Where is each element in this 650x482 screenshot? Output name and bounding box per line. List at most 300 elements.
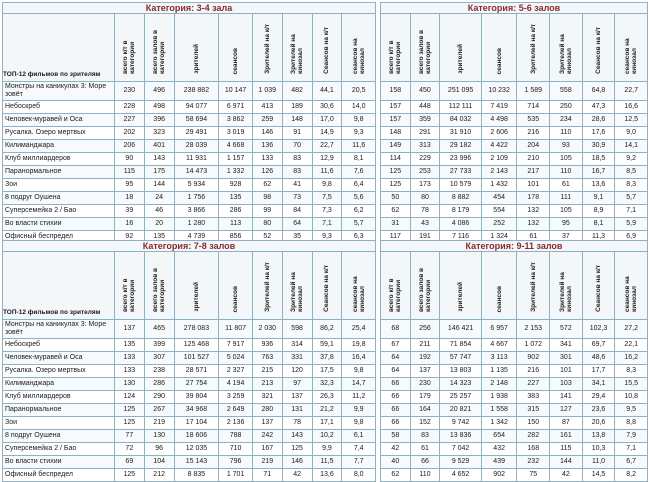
cell-value: 654	[481, 430, 517, 443]
cell-value: 21,2	[312, 404, 342, 417]
cell-value: 62	[381, 205, 411, 218]
film-title: Зои	[3, 417, 115, 430]
cell-value: 164	[410, 404, 440, 417]
cell-value: 99	[252, 205, 282, 218]
cell-value: 86,2	[312, 320, 342, 339]
cell-value: 137	[282, 391, 312, 404]
cell-value: 4 086	[440, 218, 482, 231]
cell-value: 9,3	[312, 231, 342, 244]
cell-value: 12 035	[174, 443, 219, 456]
cell-value: 291	[410, 127, 440, 140]
cell-value: 10 232	[481, 82, 517, 101]
column-header-label: всего к/т в категории	[388, 278, 403, 312]
column-header-label: всего залов в категории	[152, 29, 167, 74]
cell-value: 59,1	[312, 339, 342, 352]
cell-value: 10,3	[582, 443, 615, 456]
cell-value: 98	[252, 192, 282, 205]
cell-value: 1 558	[481, 404, 517, 417]
cell-value: 14,7	[342, 378, 376, 391]
cell-value: 17,6	[582, 127, 615, 140]
film-title: Русалка. Озеро мертвых	[3, 365, 115, 378]
column-header	[440, 14, 482, 82]
cell-value: 191	[410, 231, 440, 244]
table-row	[381, 430, 648, 443]
header-row	[3, 252, 376, 320]
column-header-label: Сеансов на к/т	[323, 27, 331, 74]
cell-value: 259	[252, 114, 282, 127]
cell-value: 42	[381, 443, 411, 456]
cell-value: 5,7	[615, 192, 648, 205]
cell-value: 4 194	[219, 378, 253, 391]
cell-value: 307	[144, 352, 174, 365]
cell-value: 13,6	[312, 469, 342, 482]
column-header-label: Сеансов на к/т	[323, 265, 331, 312]
cell-value: 8,1	[582, 218, 615, 231]
column-header-label: Зрителей на кинозал	[290, 272, 305, 312]
cell-value: 32,3	[312, 378, 342, 391]
cell-value: 2 136	[219, 417, 253, 430]
cell-value: 8,3	[615, 179, 648, 192]
cell-value: 26,3	[312, 391, 342, 404]
cell-value: 23 996	[440, 153, 482, 166]
cell-value: 127	[550, 404, 583, 417]
cell-value: 7,5	[312, 192, 342, 205]
cell-value: 8,2	[615, 469, 648, 482]
cell-value: 70	[282, 140, 312, 153]
cell-value: 902	[481, 469, 517, 482]
cell-value: 856	[219, 231, 253, 244]
column-header-label: Зрителей на кинозал	[558, 34, 573, 74]
cell-value: 253	[410, 166, 440, 179]
cell-value: 9,0	[615, 127, 648, 140]
table-row	[3, 82, 376, 101]
cell-value: 173	[410, 179, 440, 192]
table-row	[3, 114, 376, 127]
table-row	[381, 417, 648, 430]
cell-value: 9,1	[582, 192, 615, 205]
cell-value: 157	[381, 101, 411, 114]
cell-value: 8,0	[342, 469, 376, 482]
table-row	[3, 352, 376, 365]
film-title: Клуб миллиардеров	[3, 153, 115, 166]
column-header-label: всего залов в категории	[152, 267, 167, 312]
cell-value: 117	[381, 231, 411, 244]
cell-value: 8 179	[440, 205, 482, 218]
cell-value: 14,9	[312, 127, 342, 140]
cell-value: 439	[481, 456, 517, 469]
cell-value: 216	[517, 365, 550, 378]
cell-value: 11,0	[582, 456, 615, 469]
table-row	[381, 391, 648, 404]
cell-value: 4 652	[440, 469, 482, 482]
cell-value: 1 157	[219, 153, 253, 166]
cell-value: 178	[517, 192, 550, 205]
table-row	[381, 179, 648, 192]
cell-value: 7,1	[312, 218, 342, 231]
cell-value: 125	[381, 166, 411, 179]
cell-value: 105	[550, 153, 583, 166]
cell-value: 18	[114, 192, 144, 205]
cell-value: 95	[114, 179, 144, 192]
cell-value: 6,9	[615, 231, 648, 244]
cell-value: 28 571	[174, 365, 219, 378]
film-title: Паранормальное	[3, 404, 115, 417]
column-header-label: сеансов	[495, 285, 503, 312]
cell-value: 136	[252, 140, 282, 153]
cell-value: 11 931	[174, 153, 219, 166]
column-header	[410, 14, 440, 82]
cell-value: 37,8	[312, 352, 342, 365]
cell-value: 30,6	[312, 101, 342, 114]
cell-value: 7,7	[342, 456, 376, 469]
cell-value: 16,7	[582, 166, 615, 179]
cell-value: 125	[114, 469, 144, 482]
cell-value: 902	[517, 352, 550, 365]
column-header	[517, 14, 550, 82]
cell-value: 206	[114, 140, 144, 153]
cell-value: 1 756	[174, 192, 219, 205]
cell-value: 111	[550, 192, 583, 205]
cell-value: 112 111	[440, 101, 482, 114]
cell-value: 48,6	[582, 352, 615, 365]
column-header-label: всего к/т в категории	[122, 40, 137, 74]
cell-value: 20 821	[440, 404, 482, 417]
cell-value: 68	[381, 320, 411, 339]
film-title: Зои	[3, 179, 115, 192]
column-header-label: всего залов в категории	[417, 29, 432, 74]
cell-value: 115	[114, 166, 144, 179]
cell-value: 29 182	[440, 140, 482, 153]
cell-value: 83	[410, 430, 440, 443]
cell-value: 95	[550, 218, 583, 231]
cell-value: 93	[550, 140, 583, 153]
cell-value: 202	[114, 127, 144, 140]
cell-value: 35	[282, 231, 312, 244]
cell-value: 3 019	[219, 127, 253, 140]
cell-value: 6,7	[615, 456, 648, 469]
cell-value: 572	[550, 320, 583, 339]
cell-value: 94 077	[174, 101, 219, 114]
cell-value: 20,5	[342, 82, 376, 101]
film-title: Офисный беспредел	[3, 231, 115, 244]
cell-value: 58	[381, 430, 411, 443]
film-title: Килиманджара	[3, 378, 115, 391]
cell-value: 210	[517, 153, 550, 166]
cell-value: 144	[550, 456, 583, 469]
cell-value: 454	[481, 192, 517, 205]
cell-value: 83	[282, 166, 312, 179]
cell-value: 11,5	[312, 456, 342, 469]
cell-value: 20	[144, 218, 174, 231]
column-header-label: сеансов на кинозал	[624, 276, 639, 312]
cell-value: 399	[144, 339, 174, 352]
column-header-label: зрителей	[457, 282, 465, 312]
column-header-label: зрителей	[457, 44, 465, 74]
cell-value: 9,8	[342, 417, 376, 430]
cell-value: 7,1	[615, 205, 648, 218]
cell-value: 8,1	[342, 153, 376, 166]
cell-value: 227	[114, 114, 144, 127]
header-row	[381, 14, 648, 82]
film-title: 8 подруг Оушена	[3, 430, 115, 443]
table-row	[381, 192, 648, 205]
cell-value: 710	[219, 443, 253, 456]
cell-value: 10 579	[440, 179, 482, 192]
cell-value: 130	[114, 378, 144, 391]
cell-value: 6,3	[342, 231, 376, 244]
panel-category-3-4	[2, 2, 376, 240]
stats-table	[380, 13, 648, 244]
column-header-label: Зрителей на к/т	[529, 24, 537, 74]
cell-value: 11,6	[312, 166, 342, 179]
column-header	[174, 252, 219, 320]
cell-value: 158	[381, 82, 411, 101]
table-row	[3, 430, 376, 443]
column-header-label: Зрителей на к/т	[263, 262, 271, 312]
cell-value: 146	[252, 127, 282, 140]
cell-value: 167	[252, 443, 282, 456]
column-header-label: сеансов	[232, 47, 240, 74]
cell-value: 114	[381, 153, 411, 166]
cell-value: 133	[114, 365, 144, 378]
column-header-label: Зрителей на кинозал	[290, 34, 305, 74]
column-header	[615, 252, 648, 320]
cell-value: 18 606	[174, 430, 219, 443]
cell-value: 14,0	[342, 101, 376, 114]
cell-value: 161	[550, 430, 583, 443]
cell-value: 61	[550, 179, 583, 192]
cell-value: 148	[381, 127, 411, 140]
panel-title: Категория: 9-11 залов	[380, 240, 648, 251]
cell-value: 301	[550, 352, 583, 365]
table-row	[3, 339, 376, 352]
cell-value: 157	[381, 114, 411, 127]
column-header	[174, 14, 219, 82]
cell-value: 4 668	[219, 140, 253, 153]
table-row	[3, 404, 376, 417]
cell-value: 133	[252, 153, 282, 166]
column-header-label: всего залов в категории	[417, 267, 432, 312]
cell-value: 5,7	[342, 218, 376, 231]
film-title: Монстры на каникулах 3: Море зовёт	[3, 320, 115, 339]
cell-value: 212	[144, 469, 174, 482]
column-header	[342, 14, 376, 82]
cell-value: 16,6	[615, 101, 648, 114]
cell-value: 1 342	[481, 417, 517, 430]
cell-value: 64,8	[582, 82, 615, 101]
cell-value: 69,7	[582, 339, 615, 352]
cell-value: 97	[282, 378, 312, 391]
cell-value: 558	[550, 82, 583, 101]
column-header	[582, 14, 615, 82]
cell-value: 1 324	[481, 231, 517, 244]
panel-title: Категория: 5-6 залов	[380, 2, 648, 13]
cell-value: 115	[550, 443, 583, 456]
cell-value: 69	[114, 456, 144, 469]
column-header	[219, 252, 253, 320]
cell-value: 432	[481, 443, 517, 456]
cell-value: 40	[381, 456, 411, 469]
panel-title: Категория: 7-8 залов	[2, 240, 376, 251]
cell-value: 39	[114, 205, 144, 218]
cell-value: 7 042	[440, 443, 482, 456]
cell-value: 2 649	[219, 404, 253, 417]
cell-value: 7,9	[615, 430, 648, 443]
cell-value: 396	[144, 114, 174, 127]
cell-value: 9,9	[342, 404, 376, 417]
table-row	[3, 456, 376, 469]
cell-value: 62	[381, 469, 411, 482]
column-header	[410, 252, 440, 320]
cell-value: 141	[550, 391, 583, 404]
film-title: Во власти стихии	[3, 456, 115, 469]
cell-value: 12,5	[615, 114, 648, 127]
column-header	[114, 252, 144, 320]
table-row	[381, 404, 648, 417]
cell-value: 3 113	[481, 352, 517, 365]
cell-value: 11,6	[342, 140, 376, 153]
cell-value: 465	[144, 320, 174, 339]
cell-value: 46	[144, 205, 174, 218]
cell-value: 9,8	[342, 114, 376, 127]
table-row	[381, 127, 648, 140]
table-row	[3, 101, 376, 114]
cell-value: 80	[410, 192, 440, 205]
cell-value: 10,2	[312, 430, 342, 443]
cell-value: 217	[517, 166, 550, 179]
column-header-label: сеансов на кинозал	[351, 38, 366, 74]
column-header-label: Зрителей на к/т	[529, 262, 537, 312]
cell-value: 66	[381, 391, 411, 404]
cell-value: 10 147	[219, 82, 253, 101]
film-title: Человек-муравей и Оса	[3, 352, 115, 365]
cell-value: 34,1	[582, 378, 615, 391]
cell-value: 102,3	[582, 320, 615, 339]
cell-value: 2 148	[481, 378, 517, 391]
cell-value: 87	[550, 417, 583, 430]
cell-value: 1 072	[517, 339, 550, 352]
cell-value: 130	[144, 430, 174, 443]
cell-value: 42	[282, 469, 312, 482]
panel-title: Категория: 3-4 зала	[2, 2, 376, 13]
column-header	[144, 252, 174, 320]
panel-category-9-11	[380, 240, 648, 478]
cell-value: 4 739	[174, 231, 219, 244]
cell-value: 313	[410, 140, 440, 153]
cell-value: 5,6	[342, 192, 376, 205]
cell-value: 132	[517, 218, 550, 231]
column-header	[582, 252, 615, 320]
cell-value: 43	[410, 218, 440, 231]
table-row	[381, 456, 648, 469]
table-row	[381, 339, 648, 352]
cell-value: 12,9	[312, 153, 342, 166]
cell-value: 24	[144, 192, 174, 205]
cell-value: 535	[517, 114, 550, 127]
cell-value: 29,4	[582, 391, 615, 404]
cell-value: 101 527	[174, 352, 219, 365]
column-header-label: сеансов	[495, 47, 503, 74]
cell-value: 113	[219, 218, 253, 231]
table-row	[3, 391, 376, 404]
cell-value: 928	[219, 179, 253, 192]
cell-value: 77	[114, 430, 144, 443]
cell-value: 179	[410, 391, 440, 404]
film-title: Суперсемейка 2 / Бао	[3, 443, 115, 456]
column-header	[517, 252, 550, 320]
cell-value: 66	[410, 456, 440, 469]
cell-value: 110	[410, 469, 440, 482]
film-title: 8 подруг Оушена	[3, 192, 115, 205]
cell-value: 8,9	[582, 205, 615, 218]
film-title: Человек-муравей и Оса	[3, 114, 115, 127]
cell-value: 15 143	[174, 456, 219, 469]
corner-label: ТОП-12 фильмов по зрителям	[3, 14, 115, 82]
table-row	[381, 205, 648, 218]
cell-value: 13 803	[440, 365, 482, 378]
cell-value: 238 882	[174, 82, 219, 101]
cell-value: 11,2	[342, 391, 376, 404]
cell-value: 125	[114, 404, 144, 417]
film-title: Офисный беспредел	[3, 469, 115, 482]
cell-value: 61	[410, 443, 440, 456]
cell-value: 256	[410, 320, 440, 339]
cell-value: 90	[114, 153, 144, 166]
cell-value: 232	[517, 456, 550, 469]
cell-value: 3 866	[174, 205, 219, 218]
cell-value: 42	[550, 469, 583, 482]
cell-value: 83	[282, 153, 312, 166]
cell-value: 230	[114, 82, 144, 101]
cell-value: 14 323	[440, 378, 482, 391]
cell-value: 62	[252, 179, 282, 192]
cell-value: 14 473	[174, 166, 219, 179]
cell-value: 5,9	[615, 218, 648, 231]
cell-value: 39 804	[174, 391, 219, 404]
cell-value: 554	[481, 205, 517, 218]
cell-value: 6,2	[342, 205, 376, 218]
cell-value: 8,8	[615, 417, 648, 430]
cell-value: 125 468	[174, 339, 219, 352]
cell-value: 57 747	[440, 352, 482, 365]
column-header	[252, 252, 282, 320]
cell-value: 219	[252, 456, 282, 469]
table-row	[3, 320, 376, 339]
cell-value: 105	[550, 205, 583, 218]
cell-value: 152	[410, 417, 440, 430]
cell-value: 80	[252, 218, 282, 231]
table-row	[3, 443, 376, 456]
cell-value: 6 957	[481, 320, 517, 339]
cell-value: 5 934	[174, 179, 219, 192]
column-header	[481, 252, 517, 320]
panel-category-7-8	[2, 240, 376, 478]
cell-value: 133	[114, 352, 144, 365]
cell-value: 110	[550, 127, 583, 140]
stats-table	[2, 251, 376, 482]
cell-value: 1 701	[219, 469, 253, 482]
film-title: Небоскреб	[3, 101, 115, 114]
column-header	[312, 14, 342, 82]
cell-value: 17,0	[312, 114, 342, 127]
stats-table	[380, 251, 648, 482]
column-header-label: Сеансов на к/т	[595, 265, 602, 312]
cell-value: 9,3	[342, 127, 376, 140]
cell-value: 29 491	[174, 127, 219, 140]
cell-value: 6,1	[342, 430, 376, 443]
cell-value: 448	[410, 101, 440, 114]
cell-value: 103	[550, 378, 583, 391]
